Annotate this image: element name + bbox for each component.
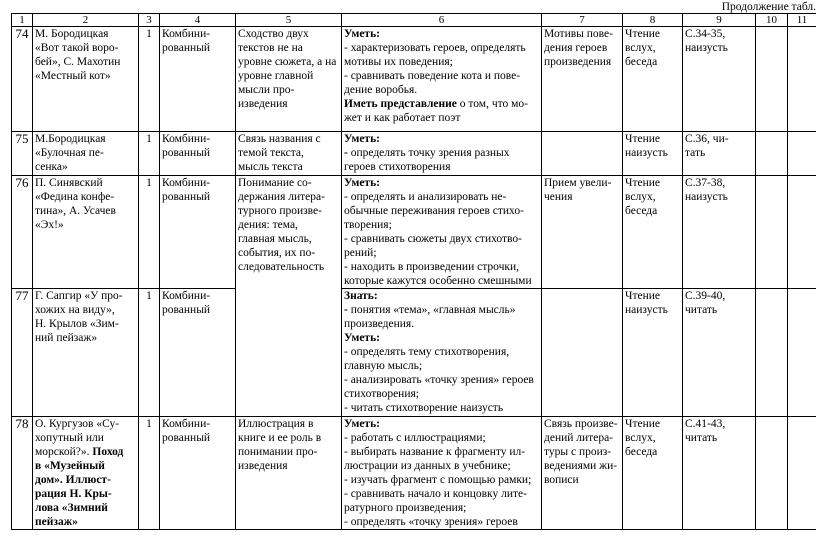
content-line: мысли про- [238,84,295,96]
topic-line: П. Синявский [35,177,103,189]
skills-line [344,274,539,288]
skills [342,132,542,176]
topic-line [35,473,136,487]
lesson-number: 74 [12,27,33,132]
header-row [12,14,816,27]
bold-dash: - [344,147,351,159]
line-rest: определять точку зрения разных [350,147,510,159]
skills-line [344,487,539,501]
empty-cell [756,132,788,176]
skills-line [344,387,539,401]
header-cell: 3 [139,14,160,27]
homework-line: С.41-43, [685,418,726,430]
empty-cell [788,27,816,132]
bold-part: Иметь представление [344,98,457,110]
control-line: вслух, [625,432,656,444]
homework-line: тать [685,147,706,159]
skills-line [344,459,539,473]
skills-line [344,27,539,41]
intersubject-line: ведениями жи- [544,460,618,472]
bold-part: пейзаж» [35,516,78,528]
homework-line: С.39-40, [685,290,726,302]
topic-line: бей», С. Махотин [35,56,121,68]
skills-line [344,401,539,415]
hours: 1 [139,176,160,289]
table-row [12,417,816,530]
line-text: - характеризовать героев, определять [344,42,526,54]
control [623,132,683,176]
skills-line [344,331,539,345]
line-text: О. Кургузов «Су- [35,418,120,430]
line-start: морской?». [35,446,93,458]
content [236,417,342,530]
empty-cell [756,417,788,530]
table-row [12,176,816,289]
topic-line: «Эх!» [35,219,64,231]
topic-line [35,445,136,459]
line-text: обычные переживания героев стихо- [344,205,524,217]
line-text: - работать с иллюстрациями; [344,432,486,444]
skills-line [344,345,539,359]
intersubject-line: произведения [544,56,612,68]
content-line: Сходство двух [238,28,309,40]
skills-line [344,501,539,515]
skills-line [344,97,539,111]
skills-line [344,431,539,445]
control-line: Чтение [625,418,661,430]
line-text: мотивы их поведения; [344,56,453,68]
type-line: рованный [162,304,211,316]
control [623,27,683,132]
table-row [12,132,816,176]
topic-line [35,459,136,473]
bold-part: в «Музейный [35,460,105,472]
skills-line [344,176,539,190]
bold-part: Знать: [344,290,378,302]
lesson-plan-table [11,13,816,530]
skills-line [344,246,539,260]
empty-cell [788,176,816,289]
hours: 1 [139,417,160,530]
skills-line [344,218,539,232]
content-line: Понимание со- [238,177,312,189]
line-text: - изучать фрагмент с помощью рамки; [344,474,532,486]
content-line: держания литера- [238,191,325,203]
bold-part: лова «Зимний [35,502,108,514]
header-cell: 6 [342,14,542,27]
control [623,289,683,417]
topic-line: «Вот такой воро- [35,42,119,54]
continuation-label: Продолжение табл. [721,1,816,13]
type-line: Комбини- [162,177,211,189]
type-line: Комбини- [162,418,211,430]
lesson-type [160,27,236,132]
topic-line [35,501,136,515]
intersubject [542,132,623,176]
skills-line [344,204,539,218]
header-cell: 8 [623,14,683,27]
skills-line [344,55,539,69]
homework [683,132,756,176]
skills [342,176,542,289]
intersubject-line: Прием увели- [544,177,612,189]
line-text: - анализировать «точку зрения» героев [344,374,534,386]
line-text: - сравнивать сюжеты двух стихотво- [344,233,522,245]
bold-dash: - [344,304,351,316]
line-text: - сравнивать поведение кота и пове- [344,70,521,82]
skills [342,417,542,530]
topic-line: ний пейзаж» [35,332,98,344]
skills-line [344,303,539,317]
skills-line [344,260,539,274]
control-line: Чтение [625,28,661,40]
bold-part: Уметь: [344,332,380,344]
lesson-type [160,176,236,289]
content-line: дения: тема, [238,219,298,231]
lesson-number: 78 [12,417,33,530]
skills-line [344,69,539,83]
skills-line [344,317,539,331]
line-text: произведения. [344,318,415,330]
intersubject [542,176,623,289]
intersubject-line: дений литера- [544,432,613,444]
homework-line: С.36, чи- [685,133,729,145]
control-line: вслух, [625,42,656,54]
line-rest: о том, что мо- [456,98,528,110]
content-line: Иллюстрация в [238,418,314,430]
lesson-number: 77 [12,289,33,417]
line-text: рений; [344,247,377,259]
content-line: главная мысль, [238,233,312,245]
line-text: творения; [344,219,392,231]
skills-line [344,417,539,431]
header-cell: 7 [542,14,623,27]
line-text: - определять и анализировать не- [344,191,507,203]
skills-line [344,111,539,125]
lesson-topic [33,176,139,289]
lesson-number: 75 [12,132,33,176]
intersubject [542,289,623,417]
type-line: Комбини- [162,290,211,302]
bold-part: Поход [92,446,124,458]
hours: 1 [139,27,160,132]
homework [683,27,756,132]
control-line: Чтение [625,177,661,189]
empty-cell [788,289,816,417]
control [623,176,683,289]
lesson-type [160,289,236,417]
hours: 1 [139,132,160,176]
line-text: главную мысль; [344,360,423,372]
empty-cell [788,132,816,176]
line-text: люстрации из данных в учебнике; [344,460,511,472]
skills-line [344,132,539,146]
skills-line [344,373,539,387]
topic-line: хожих на виду», [35,304,115,316]
content [236,176,342,289]
topic-line: «Федина конфе- [35,191,115,203]
topic-line [35,431,136,445]
bold-part: Уметь: [344,28,380,40]
table-row [12,27,816,132]
topic-line: тина», А. Усачев [35,205,116,217]
line-text: - определять «точку зрения» героев [344,516,518,528]
homework [683,417,756,530]
skills-line [344,190,539,204]
line-text: - находить в произведении строчки, [344,261,519,273]
topic-line: М.Бородицкая [35,133,106,145]
content-line: мысль текста [238,161,303,173]
bold-part: рация Н. Кры- [35,488,112,500]
lesson-topic [33,132,139,176]
control [623,417,683,530]
empty-cell [788,417,816,530]
lesson-type [160,417,236,530]
skills-line [344,146,539,160]
skills-line [344,445,539,459]
content-line: турного произве- [238,205,322,217]
header-cell: 4 [160,14,236,27]
homework-line: С.37-38, [685,177,726,189]
header-cell: 2 [33,14,139,27]
control-line: беседа [625,205,658,217]
topic-line [35,487,136,501]
homework-line: С.34-35, [685,28,726,40]
content-line: уровне главной [238,70,314,82]
homework-line: наизусть [685,42,728,54]
lesson-topic [33,289,139,417]
content-line: темой текста, [238,147,304,159]
lesson-number: 76 [12,176,33,289]
header-cell: 9 [683,14,756,27]
intersubject-line: чения [544,191,573,203]
content-line: изведения [238,98,288,110]
lesson-type [160,132,236,176]
intersubject-line: вописи [544,474,579,486]
line-text: стихотворения; [344,388,419,400]
content [236,289,342,417]
skills [342,27,542,132]
type-line: рованный [162,432,211,444]
line-text: ратурного произведения; [344,502,467,514]
line-rest: понятия «тема», «главная мысль» [350,304,516,316]
bold-part: Уметь: [344,133,380,145]
skills-line [344,289,539,303]
control-line: беседа [625,446,658,458]
topic-line: «Булочная пе- [35,147,104,159]
skills [342,289,542,417]
table-row [12,289,816,417]
content-line: изведения [238,460,288,472]
empty-cell [756,176,788,289]
homework [683,176,756,289]
type-line: Комбини- [162,133,211,145]
control-line: Чтение [625,290,661,302]
topic-line [35,417,136,431]
line-text: дение воробья. [344,84,418,96]
skills-line [344,160,539,174]
skills-line [344,359,539,373]
empty-cell [756,289,788,417]
homework-line: читать [685,432,718,444]
control-line: наизусть [625,147,668,159]
line-text: которые кажутся особенно смешными [344,275,532,287]
topic-line: М. Бородицкая [35,28,109,40]
control-line: беседа [625,56,658,68]
type-line: Комбини- [162,28,211,40]
intersubject-line: Мотивы пове- [544,28,613,40]
lesson-topic [33,417,139,530]
intersubject [542,417,623,530]
intersubject-line: Связь произве- [544,418,618,430]
topic-line: Н. Крылов «Зим- [35,318,119,330]
empty-cell [756,27,788,132]
content-line: события, их по- [238,247,316,259]
type-line: рованный [162,191,211,203]
content-line: текстов не на [238,42,303,54]
header-cell: 5 [236,14,342,27]
line-text: - читать стихотворение наизусть [344,402,504,414]
content-line: понимании про- [238,446,318,458]
type-line: рованный [162,42,211,54]
control-line: Чтение [625,133,661,145]
skills-line [344,515,539,529]
control-line: наизусть [625,304,668,316]
intersubject [542,27,623,132]
topic-line: сенка» [35,161,68,173]
content-line: уровне сюжета, а на [238,56,337,68]
topic-line: Г. Сапгир «У про- [35,290,123,302]
intersubject-line: туры с произ- [544,446,612,458]
skills-line [344,473,539,487]
line-text: хопутный или [35,432,104,444]
content-line: Связь названия с [238,133,321,145]
bold-part: дом». Иллюст- [35,474,111,486]
line-text: героев стихотворения [344,161,451,173]
homework [683,289,756,417]
homework-line: наизусть [685,191,728,203]
homework-line: читать [685,304,718,316]
line-text: жет и как работает поэт [344,112,461,124]
line-text: - определять тему стихотворения, [344,346,510,358]
intersubject-line: дения героев [544,42,608,54]
content [236,132,342,176]
content-line: книге и ее роль в [238,432,322,444]
topic-line [35,515,136,529]
content-line: следовательность [238,261,325,273]
line-text: - выбирать название к фрагменту ил- [344,446,526,458]
control-line: вслух, [625,191,656,203]
skills-line [344,41,539,55]
skills-line [344,83,539,97]
header-cell: 11 [788,14,816,27]
skills-line [344,232,539,246]
header-cell: 1 [12,14,33,27]
hours: 1 [139,289,160,417]
topic-line: «Местный кот» [35,70,111,82]
lesson-topic [33,27,139,132]
type-line: рованный [162,147,211,159]
bold-part: Уметь: [344,177,380,189]
header-cell: 10 [756,14,788,27]
line-text: - сравнивать начало и концовку лите- [344,488,527,500]
content [236,27,342,132]
bold-part: Уметь: [344,418,380,430]
